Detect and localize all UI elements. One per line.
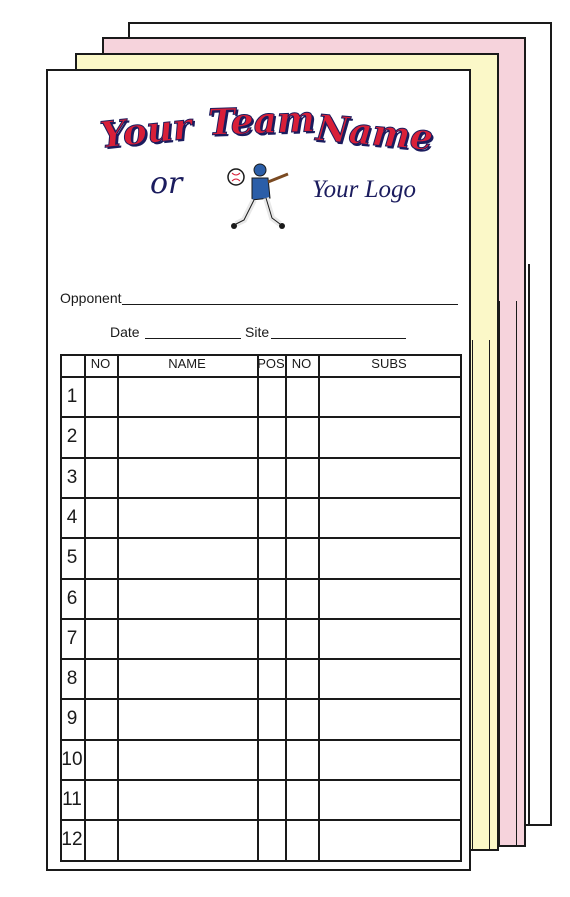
row-number: 7 bbox=[66, 627, 78, 649]
table-row-rule bbox=[60, 698, 462, 700]
table-row-rule bbox=[60, 739, 462, 741]
site-label: Site bbox=[245, 324, 270, 340]
row-number: 12 bbox=[61, 829, 83, 851]
table-row-rule bbox=[60, 416, 462, 418]
team-name-word: Your bbox=[98, 105, 194, 157]
table-row-rule bbox=[60, 457, 462, 459]
site-field[interactable] bbox=[271, 338, 406, 339]
table-header-cell: NO bbox=[90, 356, 111, 371]
table-row-rule bbox=[60, 860, 462, 862]
row-number: 2 bbox=[66, 426, 78, 448]
table-row-rule bbox=[60, 819, 462, 821]
opponent-label: Opponent bbox=[60, 290, 122, 306]
row-number: 10 bbox=[61, 748, 83, 770]
team-name-word: Team bbox=[207, 98, 316, 144]
date-field[interactable] bbox=[145, 338, 241, 339]
table-column-rule bbox=[460, 354, 462, 862]
row-number: 9 bbox=[66, 708, 78, 730]
or-text: or bbox=[150, 166, 183, 201]
row-number: 11 bbox=[62, 789, 82, 810]
table-row-rule bbox=[60, 578, 462, 580]
table-column-rule bbox=[257, 354, 259, 862]
row-number: 8 bbox=[66, 668, 78, 690]
table-header-cell: NO bbox=[291, 356, 312, 371]
row-number: 1 bbox=[66, 386, 78, 407]
row-number: 6 bbox=[66, 587, 78, 609]
table-column-rule bbox=[117, 354, 119, 862]
date-label: Date bbox=[110, 324, 140, 340]
your-logo-text: Your Logo bbox=[312, 176, 416, 203]
table-header-cell: NAME bbox=[168, 356, 206, 371]
table-row-rule bbox=[60, 658, 462, 660]
baseball-batter-icon bbox=[222, 160, 292, 235]
table-header-cell: POS bbox=[257, 356, 285, 371]
table-row-rule bbox=[60, 779, 462, 781]
row-number: 3 bbox=[66, 466, 78, 488]
table-row-rule bbox=[60, 376, 462, 378]
table-column-rule bbox=[318, 354, 320, 862]
team-name-word: Name bbox=[314, 106, 435, 160]
table-row-rule bbox=[60, 618, 462, 620]
table-row-rule bbox=[60, 497, 462, 499]
row-number: 5 bbox=[66, 547, 78, 569]
opponent-field[interactable] bbox=[122, 304, 458, 305]
row-number: 4 bbox=[66, 506, 78, 528]
table-column-rule bbox=[84, 354, 86, 862]
table-row-rule bbox=[60, 537, 462, 539]
table-column-rule bbox=[285, 354, 287, 862]
table-header-cell: SUBS bbox=[371, 356, 407, 371]
